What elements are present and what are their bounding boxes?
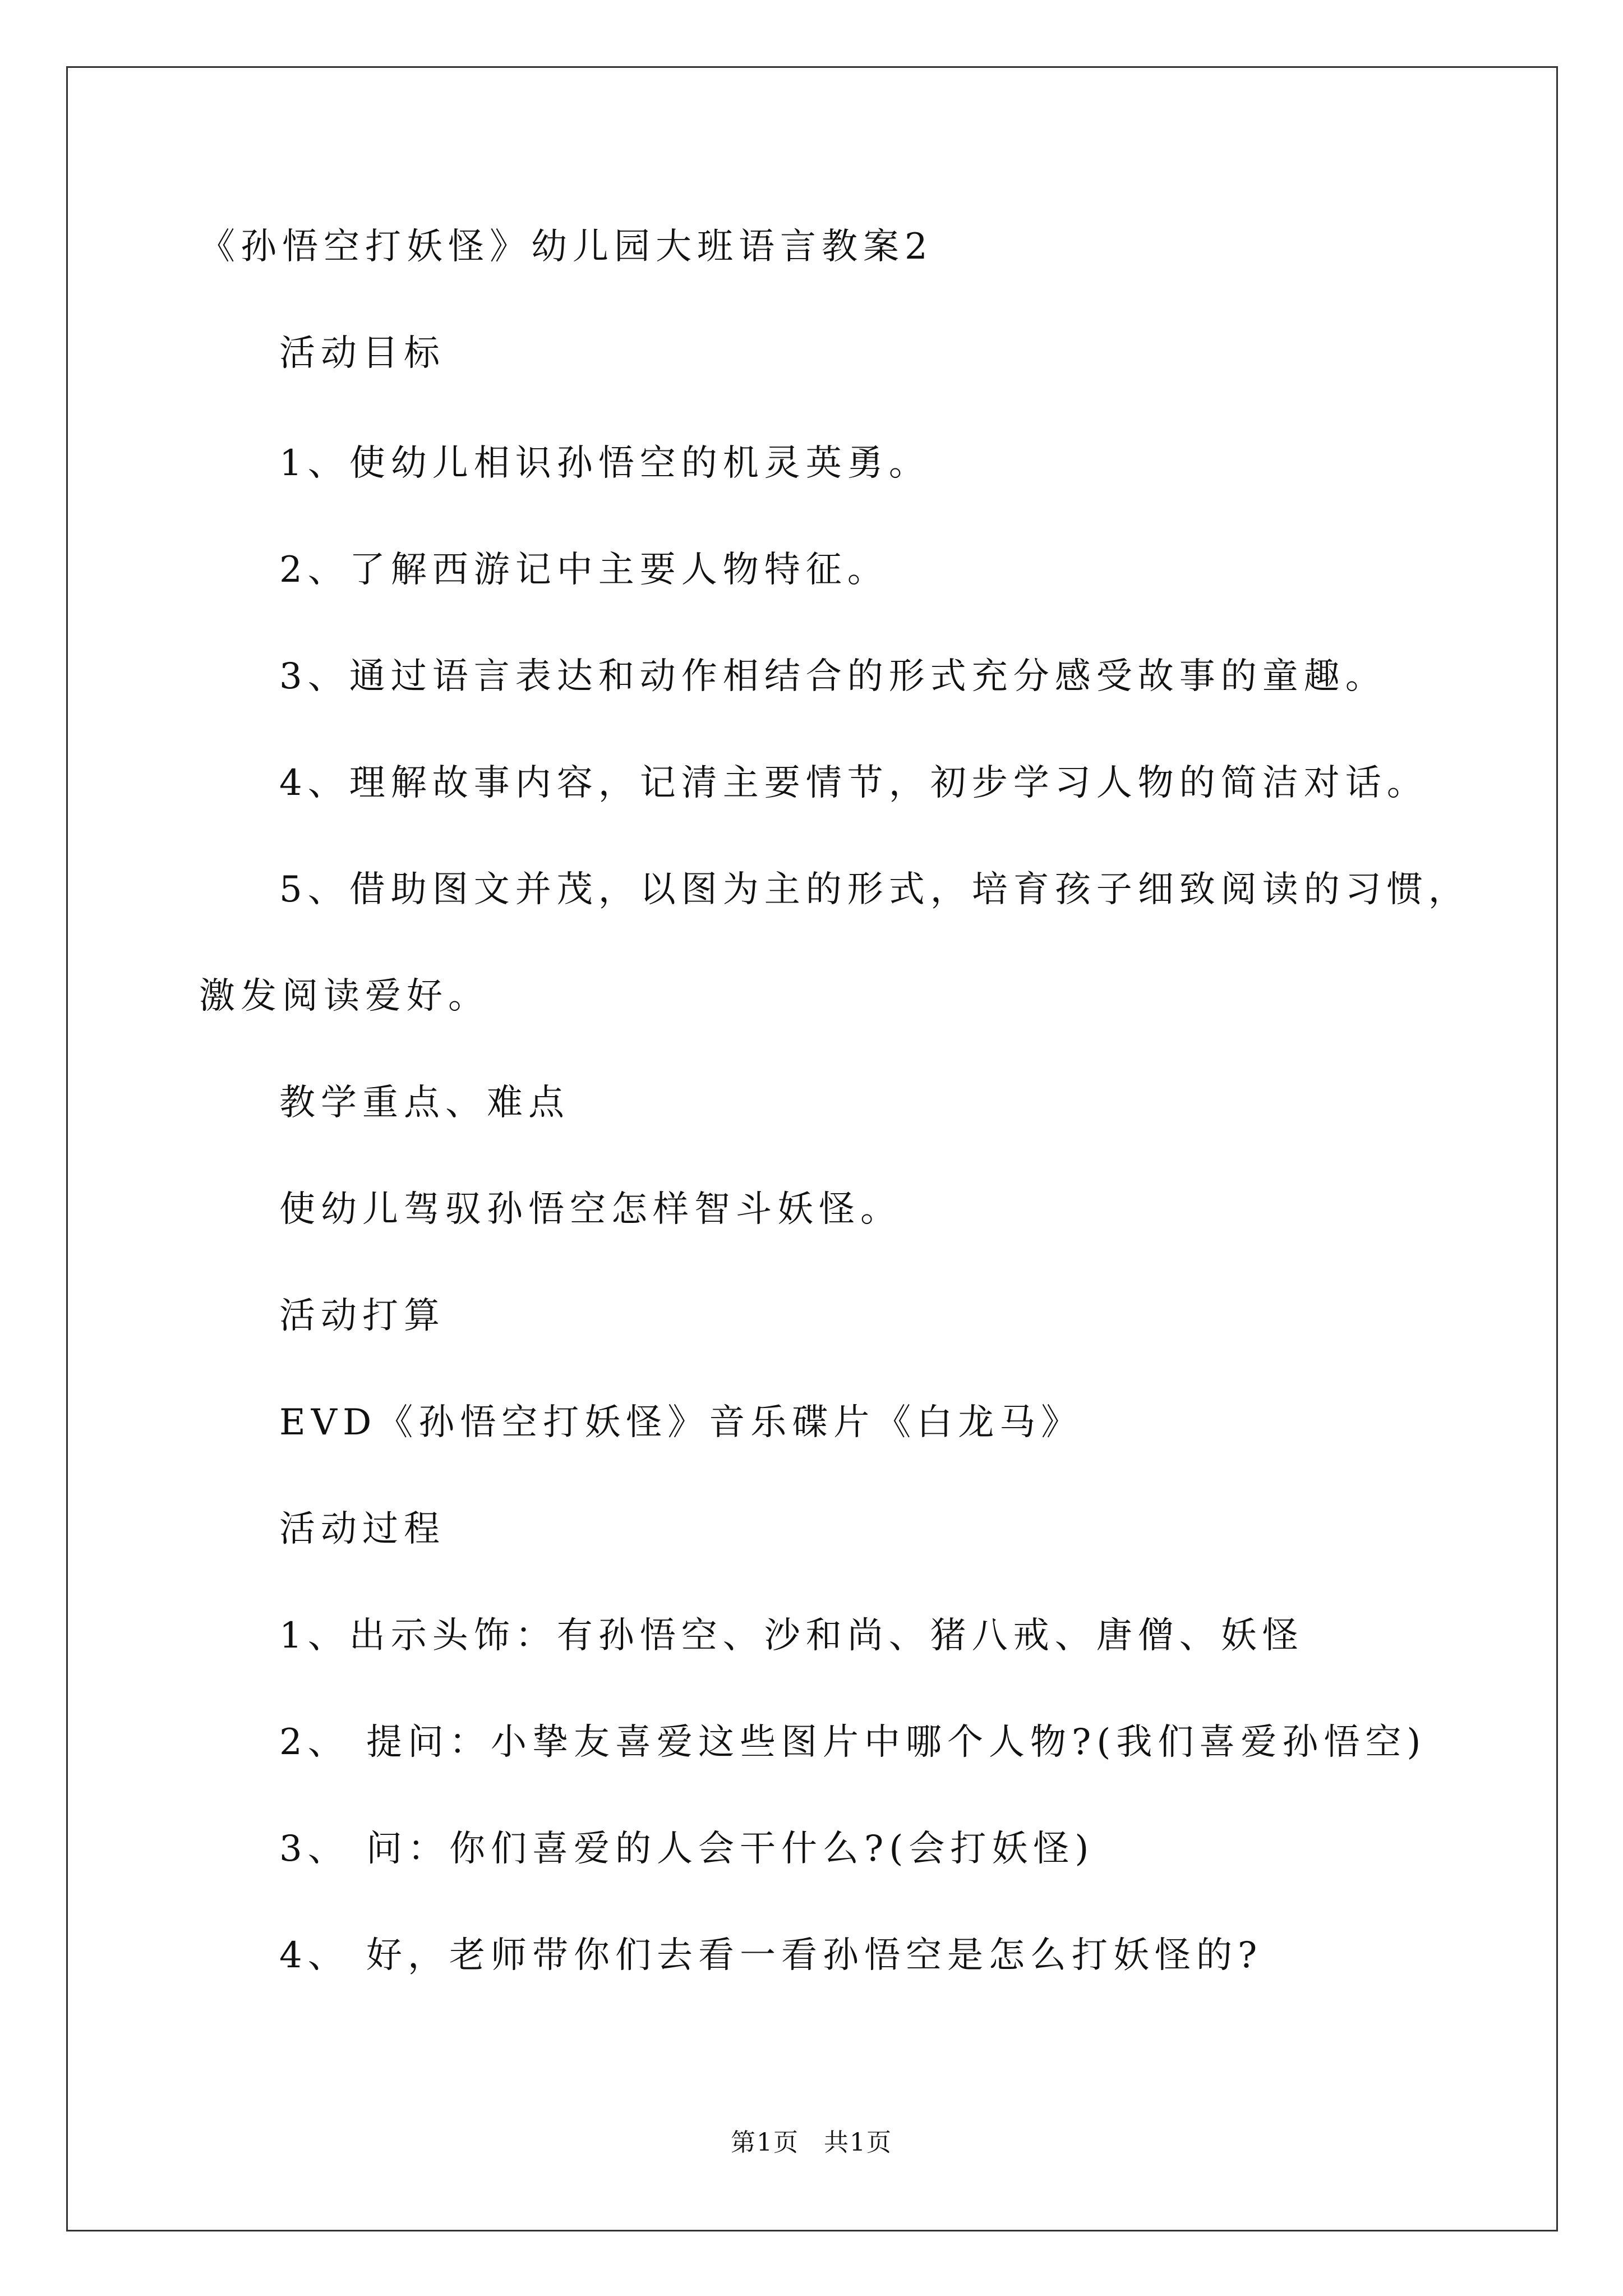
process-heading: 活动过程 [279,1508,445,1550]
goals-heading: 活动目标 [279,333,445,374]
document-title: 《孙悟空打妖怪》幼儿园大班语言教案2 [199,226,933,268]
page-number: 第1页 [731,2128,799,2157]
process-step: 3、 问：你们喜爱的人会干什么?(会打妖怪) [279,1828,1095,1870]
process-step: 1、出示头饰：有孙悟空、沙和尚、猪八戒、唐僧、妖怪 [279,1615,1304,1657]
key-points-heading: 教学重点、难点 [279,1082,570,1124]
goal-item: 1、使幼儿相识孙悟空的机灵英勇。 [279,443,930,484]
goal-item: 3、通过语言表达和动作相结合的形式充分感受故事的童趣。 [279,656,1387,697]
goal-continuation: 激发阅读爱好。 [199,976,490,1017]
goal-item: 4、理解故事内容，记清主要情节，初步学习人物的简洁对话。 [279,762,1428,804]
page-border [66,66,1558,2231]
prep-text: EVD《孙悟空打妖怪》音乐碟片《白龙马》 [279,1402,1083,1443]
page-footer [0,2126,1623,2160]
key-points-text: 使幼儿驾驭孙悟空怎样智斗妖怪。 [279,1189,902,1230]
process-step: 2、 提问：小挚友喜爱这些图片中哪个人物?(我们喜爱孙悟空) [279,1722,1427,1763]
goal-item: 2、了解西游记中主要人物特征。 [279,549,889,591]
process-step: 4、 好，老师带你们去看一看孙悟空是怎么打妖怪的? [279,1935,1263,1976]
prep-heading: 活动打算 [279,1295,445,1337]
goal-item: 5、借助图文并茂，以图为主的形式，培育孩子细致阅读的习惯， [279,869,1470,910]
page-total: 共1页 [824,2128,892,2157]
